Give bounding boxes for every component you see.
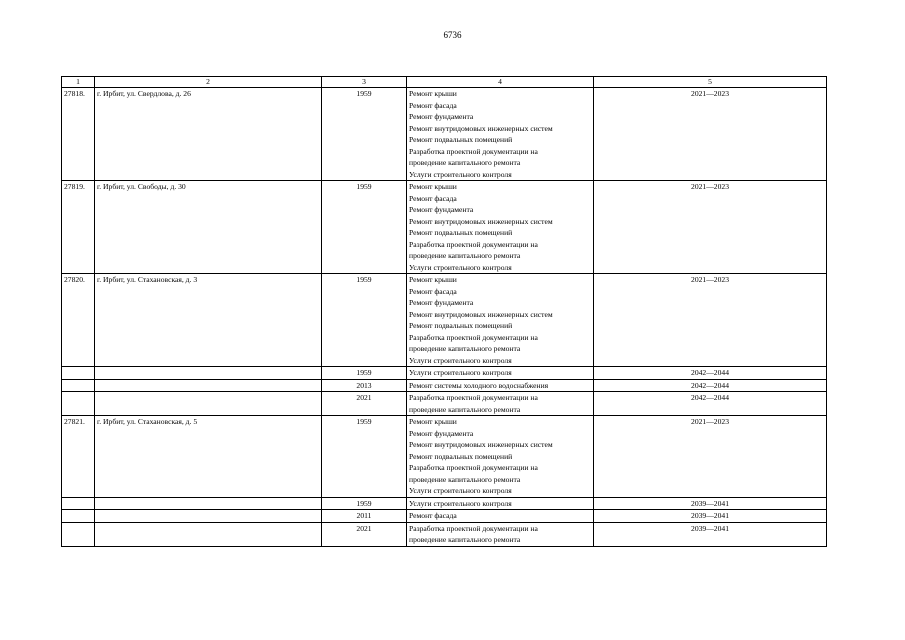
- year-cell: 2013: [322, 379, 407, 392]
- works-cell: [407, 510, 594, 523]
- address-cell: [95, 392, 322, 416]
- year-cell: 1959: [322, 181, 407, 274]
- year-cell: 1959: [322, 416, 407, 498]
- record-number-cell: 27819.: [62, 181, 95, 274]
- work-item: Ремонт системы холодного водоснабжения: [409, 380, 549, 390]
- period-cell: 2039—2041: [594, 497, 827, 510]
- address-cell: [95, 379, 322, 392]
- work-item: Ремонт внутридомовых инженерных систем: [409, 123, 553, 133]
- work-item: Разработка проектной документации на: [409, 332, 538, 342]
- work-item: Ремонт крыши: [409, 275, 457, 284]
- header-cell-3: 3: [322, 77, 407, 88]
- work-item: Разработка проектной документации на: [409, 523, 538, 533]
- work-item: Ремонт фундамента: [409, 428, 474, 438]
- work-item: проведение капитального ремонта: [409, 535, 521, 544]
- work-item: Ремонт внутридомовых инженерных систем: [409, 309, 553, 319]
- work-item: Услуги строительного контроля: [409, 355, 512, 365]
- work-item: проведение капитального ремонта: [409, 474, 521, 484]
- year-cell: 1959: [322, 88, 407, 181]
- work-item: Ремонт фундамента: [409, 205, 474, 214]
- year-cell: 2021: [322, 392, 407, 416]
- header-cell-4: 4: [407, 77, 594, 88]
- works-cell: [407, 181, 594, 274]
- work-item: Услуги строительного контроля: [409, 498, 512, 508]
- work-item: Ремонт подвальных помещений: [409, 135, 513, 144]
- works-cell: [407, 379, 594, 392]
- period-cell: 2042—2044: [594, 392, 827, 416]
- period-cell: 2021—2023: [594, 274, 827, 367]
- period-cell: 2021—2023: [594, 416, 827, 498]
- table-row: [62, 510, 827, 523]
- table-row: [62, 181, 827, 274]
- record-number-cell: 27820.: [62, 274, 95, 367]
- header-cell-1: 1: [62, 77, 95, 88]
- work-item: Услуги строительного контроля: [409, 368, 512, 377]
- period-cell: 2042—2044: [594, 379, 827, 392]
- year-cell: 2011: [322, 510, 407, 523]
- table-row: [62, 522, 827, 546]
- work-item: Ремонт внутридомовых инженерных систем: [409, 440, 553, 449]
- works-cell: [407, 392, 594, 416]
- works-cell: [407, 88, 594, 181]
- address-cell: [95, 497, 322, 510]
- address-cell: г. Ирбит, ул. Стахановская, д. 5: [95, 416, 322, 498]
- works-cell: [407, 274, 594, 367]
- work-item: Разработка проектной документации на: [409, 146, 538, 156]
- work-item: Ремонт фундамента: [409, 298, 474, 307]
- table-row: [62, 416, 827, 498]
- work-item: Ремонт подвальных помещений: [409, 321, 513, 330]
- period-cell: 2021—2023: [594, 181, 827, 274]
- period-cell: 2039—2041: [594, 510, 827, 523]
- address-cell: г. Ирбит, ул. Стахановская, д. 3: [95, 274, 322, 367]
- work-item: Ремонт крыши: [409, 89, 457, 98]
- address-cell: г. Ирбит, ул. Свердлова, д. 26: [95, 88, 322, 181]
- header-cell-5: 5: [594, 77, 827, 88]
- work-item: проведение капитального ремонта: [409, 251, 521, 260]
- period-cell: 2042—2044: [594, 367, 827, 380]
- work-item: проведение капитального ремонта: [409, 404, 521, 414]
- address-cell: [95, 367, 322, 380]
- table-row: [62, 88, 827, 181]
- page-number: 6736: [443, 30, 462, 40]
- record-number-cell: 27821.: [62, 416, 95, 498]
- year-cell: 1959: [322, 274, 407, 367]
- table-row: [62, 379, 827, 392]
- record-number-cell: [62, 392, 95, 416]
- work-item: проведение капитального ремонта: [409, 344, 521, 353]
- table-header-row: [62, 77, 827, 88]
- work-item: Ремонт крыши: [409, 417, 457, 426]
- address-cell: г. Ирбит, ул. Свободы, д. 30: [95, 181, 322, 274]
- record-number-cell: [62, 379, 95, 392]
- works-cell: [407, 497, 594, 510]
- work-item: проведение капитального ремонта: [409, 158, 521, 167]
- work-item: Ремонт внутридомовых инженерных систем: [409, 216, 553, 226]
- address-cell: [95, 522, 322, 546]
- record-number-cell: [62, 510, 95, 523]
- work-item: Ремонт фасада: [409, 286, 457, 296]
- capital-repair-table: [61, 76, 827, 547]
- work-item: Разработка проектной документации на: [409, 463, 538, 472]
- works-cell: [407, 522, 594, 546]
- work-item: Ремонт фасада: [409, 193, 457, 203]
- record-number-cell: [62, 522, 95, 546]
- period-cell: 2039—2041: [594, 522, 827, 546]
- address-cell: [95, 510, 322, 523]
- work-item: Услуги строительного контроля: [409, 169, 512, 179]
- period-cell: 2021—2023: [594, 88, 827, 181]
- work-item: Ремонт фундамента: [409, 112, 474, 121]
- work-item: Ремонт фасада: [409, 511, 457, 520]
- year-cell: 1959: [322, 367, 407, 380]
- table-row: [62, 392, 827, 416]
- works-cell: [407, 367, 594, 380]
- work-item: Разработка проектной документации на: [409, 393, 538, 402]
- table-row: [62, 367, 827, 380]
- work-item: Ремонт крыши: [409, 182, 457, 191]
- table-row: [62, 274, 827, 367]
- work-item: Услуги строительного контроля: [409, 262, 512, 272]
- work-item: Ремонт подвальных помещений: [409, 451, 513, 461]
- year-cell: 2021: [322, 522, 407, 546]
- work-item: Услуги строительного контроля: [409, 486, 512, 495]
- record-number-cell: [62, 367, 95, 380]
- table-row: [62, 497, 827, 510]
- record-number-cell: 27818.: [62, 88, 95, 181]
- work-item: Разработка проектной документации на: [409, 239, 538, 249]
- works-cell: [407, 416, 594, 498]
- work-item: Ремонт фасада: [409, 100, 457, 110]
- record-number-cell: [62, 497, 95, 510]
- work-item: Ремонт подвальных помещений: [409, 228, 513, 237]
- header-cell-2: 2: [95, 77, 322, 88]
- year-cell: 1959: [322, 497, 407, 510]
